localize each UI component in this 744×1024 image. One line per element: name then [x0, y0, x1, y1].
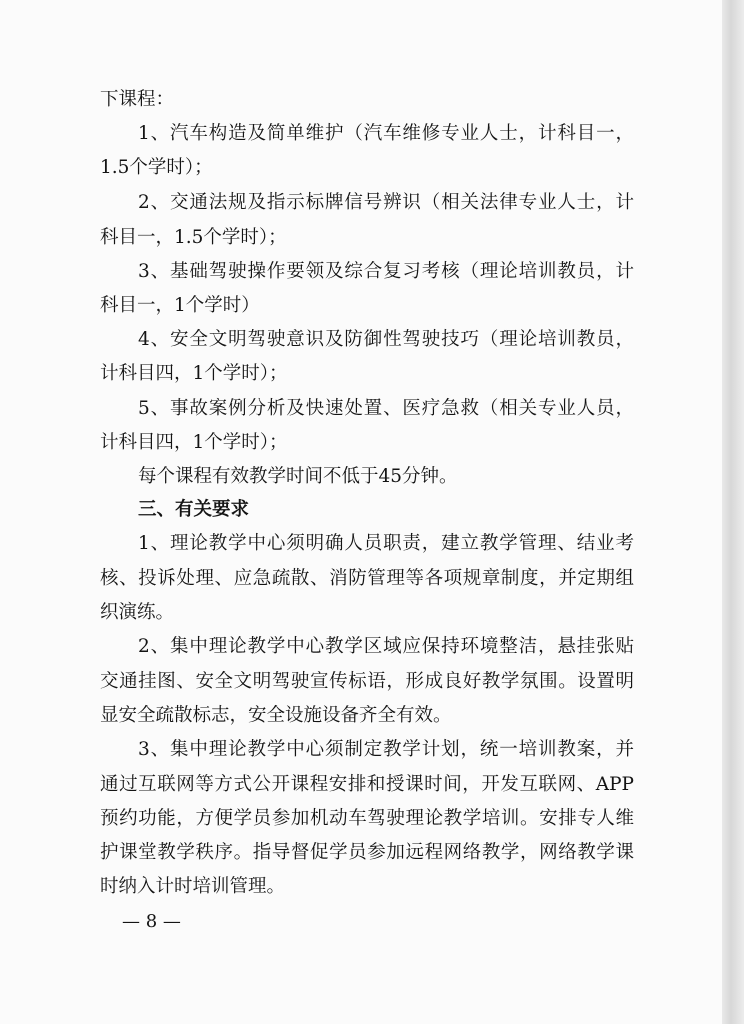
text-line: 2、集中理论教学中心教学区域应保持环境整洁，悬挂张贴 — [138, 636, 634, 657]
text-line: 显安全疏散标志，安全设施设备齐全有效。 — [100, 705, 452, 726]
text-line: 5、事故案例分析及快速处置、医疗急救（相关专业人员， — [138, 398, 634, 419]
text-line: 1.5个学时）； — [100, 157, 213, 178]
text-line: 下课程： — [100, 89, 175, 110]
text-line: 2、交通法规及指示标牌信号辨识（相关法律专业人士，计 — [138, 192, 634, 213]
text-line: 1、理论教学中心须明确人员职责，建立教学管理、结业考 — [138, 533, 634, 554]
page-number: — 8 — — [122, 911, 181, 932]
text-line: 1、汽车构造及简单维护（汽车维修专业人士，计科目一， — [138, 123, 634, 144]
text-line: 3、集中理论教学中心须制定教学计划，统一培训教案，并 — [138, 739, 634, 760]
text-line: 交通挂图、安全文明驾驶宣传标语，形成良好教学氛围。设置明 — [100, 671, 634, 692]
text-line: 护课堂教学秩序。指导督促学员参加远程网络教学，网络教学课 — [100, 842, 634, 863]
text-line: 3、基础驾驶操作要领及综合复习考核（理论培训教员，计 — [138, 261, 634, 282]
text-line: 预约功能，方便学员参加机动车驾驶理论教学培训。安排专人维 — [100, 808, 634, 829]
text-line: 科目一，1个学时） — [100, 295, 260, 316]
text-line: 每个课程有效教学时间不低于45分钟。 — [138, 466, 458, 487]
text-line: 织演练。 — [100, 602, 175, 623]
text-line: 通过互联网等方式公开课程安排和授课时间，开发互联网、APP — [100, 774, 634, 795]
text-line: 4、安全文明驾驶意识及防御性驾驶技巧（理论培训教员， — [138, 329, 634, 350]
text-line: 核、投诉处理、应急疏散、消防管理等各项规章制度，并定期组 — [100, 568, 634, 589]
text-line: 计科目四，1个学时）； — [100, 363, 288, 384]
text-line: 计科目四，1个学时）； — [100, 432, 288, 453]
text-line: 时纳入计时培训管理。 — [100, 876, 286, 897]
page-edge-shadow — [722, 0, 744, 1024]
section-heading: 三、有关要求 — [138, 499, 250, 520]
text-line: 科目一，1.5个学时）； — [100, 227, 287, 248]
